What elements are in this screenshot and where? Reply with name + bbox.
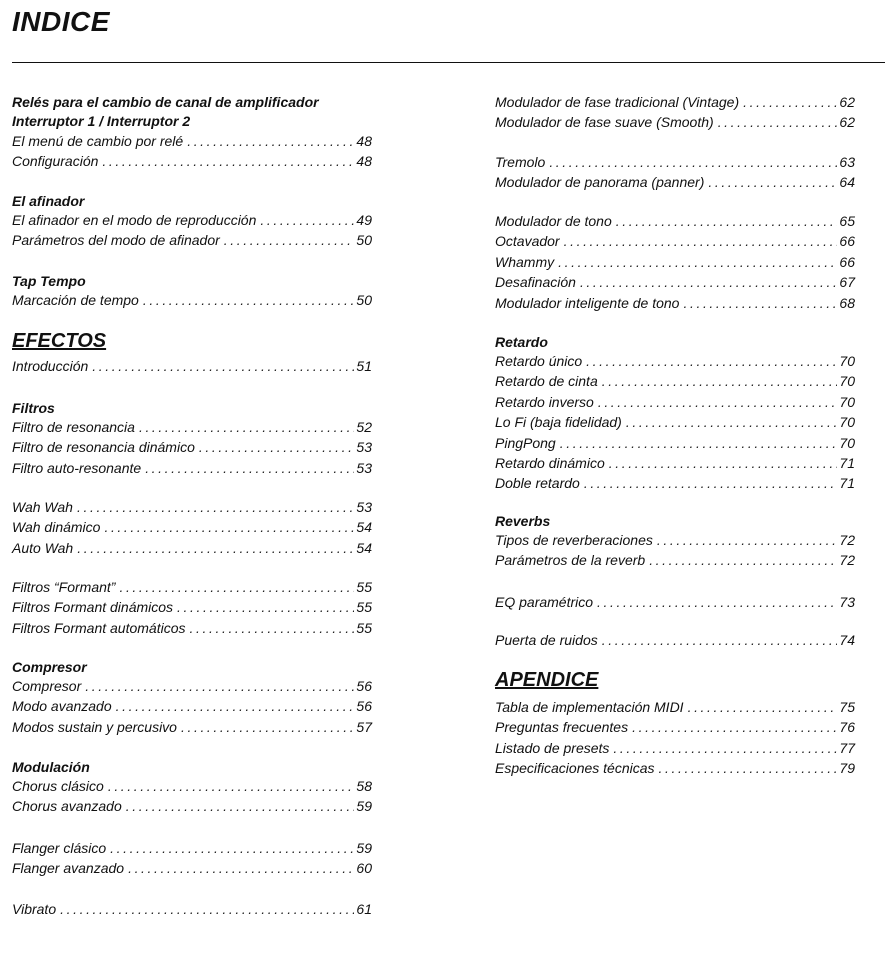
toc-entry[interactable] — [495, 472, 855, 492]
toc-entry[interactable] — [12, 229, 372, 249]
dot-leader — [586, 352, 837, 370]
toc-entry-page: 70 — [839, 353, 855, 369]
toc-entry[interactable] — [495, 91, 855, 111]
toc-entry-page: 52 — [356, 419, 372, 435]
toc-entry[interactable] — [495, 716, 855, 736]
toc-entry-label: Vibrato — [12, 901, 57, 917]
section-heading-retardo: Retardo — [495, 334, 548, 350]
dot-leader — [77, 498, 354, 516]
dot-leader — [609, 454, 838, 472]
toc-entry-label: Lo Fi (baja fidelidad) — [495, 414, 622, 431]
dot-leader — [649, 551, 837, 569]
toc-entry-label: Preguntas frecuentes — [495, 719, 629, 736]
toc-entry[interactable] — [12, 795, 372, 815]
section-heading-interruptor: Interruptor 1 / Interruptor 2 — [12, 113, 191, 129]
toc-entry[interactable] — [12, 675, 372, 695]
toc-entry[interactable] — [495, 757, 855, 777]
toc-entry[interactable] — [495, 391, 855, 411]
toc-entry-page: 53 — [356, 459, 372, 476]
dot-leader — [145, 459, 354, 477]
toc-entry-label: Doble retardo — [495, 475, 580, 492]
toc-entry[interactable] — [12, 596, 372, 616]
major-heading-efectos: EFECTOS — [12, 330, 107, 352]
toc-entry-label: Whammy — [495, 253, 555, 270]
toc-entry-label: Flanger avanzado — [12, 860, 125, 877]
section-heading-compresor: Compresor — [12, 659, 87, 675]
toc-entry[interactable] — [495, 696, 855, 716]
toc-entry-page: 62 — [839, 94, 855, 110]
toc-entry-page: 70 — [839, 414, 855, 431]
toc-entry[interactable] — [12, 436, 372, 456]
toc-entry-page: 75 — [839, 699, 855, 715]
toc-entry-label: Tremolo — [495, 154, 546, 170]
toc-entry-label: Retardo único — [495, 353, 583, 369]
toc-entry-page: 72 — [839, 532, 855, 548]
toc-entry[interactable] — [12, 289, 372, 309]
dot-leader — [659, 759, 838, 777]
toc-entry-label: El menú de cambio por relé — [12, 133, 184, 149]
toc-entry-page: 76 — [839, 719, 855, 736]
dot-leader — [181, 718, 354, 736]
dot-leader — [718, 113, 838, 131]
dot-leader — [199, 438, 355, 456]
toc-entry-page: 55 — [356, 619, 372, 636]
toc-entry-label: Compresor — [12, 678, 82, 694]
toc-entry[interactable] — [12, 416, 372, 436]
toc-entry-label: Desafinación — [495, 274, 576, 291]
toc-entry-label: Octavador — [495, 233, 560, 250]
toc-entry-page: 68 — [839, 294, 855, 311]
toc-entry[interactable] — [495, 350, 855, 370]
toc-entry-label: Filtros “Formant” — [12, 579, 116, 595]
toc-entry-page: 64 — [839, 174, 855, 191]
dot-leader — [708, 173, 837, 191]
toc-entry-label: Modulador de fase suave (Smooth) — [495, 114, 714, 131]
toc-entry[interactable] — [12, 837, 372, 857]
toc-entry[interactable] — [495, 151, 855, 171]
toc-entry-page: 61 — [356, 901, 372, 917]
dot-leader — [564, 232, 838, 250]
toc-entry-page: 56 — [356, 678, 372, 694]
toc-entry-label: Parámetros de la reverb — [495, 552, 646, 569]
toc-entry-page: 58 — [356, 778, 372, 794]
toc-entry[interactable] — [12, 209, 372, 229]
toc-entry-page: 57 — [356, 718, 372, 735]
toc-entry-page: 62 — [839, 114, 855, 131]
toc-entry-page: 77 — [839, 739, 855, 756]
toc-entry-page: 56 — [356, 698, 372, 715]
toc-entry[interactable] — [495, 171, 855, 191]
toc-entry[interactable] — [12, 576, 372, 596]
section-heading-reles: Relés para el cambio de canal de amplificador — [12, 94, 319, 110]
toc-entry-label: Retardo de cinta — [495, 373, 598, 390]
toc-entry-label: Modulador de tono — [495, 213, 612, 229]
toc-entry-page: 71 — [839, 475, 855, 492]
toc-entry[interactable] — [495, 271, 855, 291]
toc-entry-page: 49 — [356, 212, 372, 228]
toc-entry-page: 73 — [839, 594, 855, 610]
toc-entry-label: Retardo dinámico — [495, 455, 605, 471]
dot-leader — [743, 93, 837, 111]
dot-leader — [143, 291, 355, 309]
dot-leader — [560, 434, 838, 452]
toc-entry-label: Filtro de resonancia — [12, 419, 135, 435]
toc-entry-page: 59 — [356, 840, 372, 856]
toc-entry-label: Auto Wah — [12, 539, 74, 556]
toc-entry-page: 60 — [356, 860, 372, 877]
toc-entry[interactable] — [495, 549, 855, 569]
dot-leader — [190, 619, 355, 637]
dot-leader — [139, 418, 354, 436]
dot-leader — [657, 531, 838, 549]
toc-entry-page: 55 — [356, 599, 372, 616]
toc-entry[interactable] — [12, 150, 372, 170]
toc-entry-page: 54 — [356, 519, 372, 536]
toc-entry[interactable] — [495, 591, 855, 611]
toc-entry-page: 72 — [839, 552, 855, 569]
toc-entry-label: Wah Wah — [12, 499, 73, 515]
toc-entry-label: Marcación de tempo — [12, 292, 139, 308]
toc-entry-label: Puerta de ruidos — [495, 632, 598, 648]
dot-leader — [613, 739, 837, 757]
toc-entry-page: 50 — [356, 292, 372, 308]
toc-entry[interactable] — [12, 516, 372, 536]
dot-leader — [77, 539, 354, 557]
toc-entry-label: Introducción — [12, 358, 89, 374]
toc-entry-page: 71 — [839, 455, 855, 471]
dot-leader — [128, 859, 354, 877]
toc-entry-page: 65 — [839, 213, 855, 229]
toc-entry[interactable] — [12, 898, 372, 918]
toc-entry-label: Configuración — [12, 153, 99, 170]
toc-entry[interactable] — [495, 210, 855, 230]
toc-entry-label: Flanger clásico — [12, 840, 107, 856]
dot-leader — [92, 357, 354, 375]
toc-entry-page: 51 — [356, 358, 372, 374]
dot-leader — [110, 839, 354, 857]
toc-entry-page: 53 — [356, 439, 372, 456]
section-heading-tap-tempo: Tap Tempo — [12, 273, 86, 289]
toc-entry-page: 53 — [356, 499, 372, 515]
toc-entry-page: 74 — [839, 632, 855, 648]
toc-entry[interactable] — [495, 230, 855, 250]
toc-entry[interactable] — [495, 411, 855, 431]
toc-entry[interactable] — [12, 617, 372, 637]
toc-entry-label: Filtro auto-resonante — [12, 459, 142, 476]
dot-leader — [126, 797, 355, 815]
toc-entry[interactable] — [495, 737, 855, 757]
toc-entry-page: 48 — [356, 153, 372, 170]
toc-entry-label: Especificaciones técnicas — [495, 760, 655, 777]
toc-entry-label: PingPong — [495, 434, 556, 451]
toc-entry[interactable] — [495, 452, 855, 472]
toc-entry[interactable] — [12, 457, 372, 477]
toc-entry[interactable] — [12, 130, 372, 150]
toc-entry-label: EQ paramétrico — [495, 594, 594, 610]
toc-entry-label: Modo avanzado — [12, 698, 112, 715]
toc-entry-label: Modos sustain y percusivo — [12, 718, 177, 735]
toc-entry[interactable] — [495, 111, 855, 131]
dot-leader — [602, 631, 838, 649]
toc-entry-label: Parámetros del modo de afinador — [12, 232, 220, 249]
dot-leader — [558, 253, 837, 271]
toc-entry-page: 50 — [356, 232, 372, 249]
toc-entry-label: Filtros Formant dinámicos — [12, 599, 174, 616]
toc-entry-page: 63 — [839, 154, 855, 170]
toc-entry-page: 54 — [356, 539, 372, 556]
toc-entry-label: Modulador de panorama (panner) — [495, 174, 705, 191]
toc-entry-label: Retardo inverso — [495, 393, 594, 410]
toc-entry[interactable] — [495, 370, 855, 390]
toc-entry-label: El afinador en el modo de reproducción — [12, 212, 257, 228]
toc-entry[interactable] — [12, 355, 372, 375]
toc-entry-page: 59 — [356, 798, 372, 815]
toc-entry-page: 66 — [839, 233, 855, 250]
toc-entry-label: Modulador inteligente de tono — [495, 294, 680, 311]
toc-entry-page: 70 — [839, 434, 855, 451]
dot-leader — [224, 231, 355, 249]
dot-leader — [60, 900, 354, 918]
toc-entry[interactable] — [495, 292, 855, 312]
dot-leader — [602, 372, 838, 390]
page-title: INDICE — [12, 6, 110, 37]
toc-entry-page: 66 — [839, 253, 855, 270]
toc-entry[interactable] — [12, 775, 372, 795]
dot-leader — [688, 698, 838, 716]
toc-entry[interactable] — [495, 629, 855, 649]
section-heading-modulacion: Modulación — [12, 759, 90, 775]
dot-leader — [102, 152, 354, 170]
dot-leader — [598, 393, 838, 411]
toc-entry-label: Listado de presets — [495, 739, 610, 756]
dot-leader — [187, 132, 354, 150]
dot-leader — [85, 677, 354, 695]
dot-leader — [116, 697, 355, 715]
major-heading-apendice: APENDICE — [495, 669, 599, 691]
section-heading-filtros: Filtros — [12, 400, 55, 416]
dot-leader — [549, 153, 837, 171]
toc-entry[interactable] — [12, 496, 372, 516]
dot-leader — [584, 474, 838, 492]
section-heading-afinador: El afinador — [12, 193, 85, 209]
toc-entry[interactable] — [12, 716, 372, 736]
toc-entry[interactable] — [12, 695, 372, 715]
dot-leader — [632, 718, 837, 736]
toc-entry[interactable] — [12, 537, 372, 557]
dot-leader — [260, 211, 354, 229]
dot-leader — [580, 273, 837, 291]
toc-entry-label: Modulador de fase tradicional (Vintage) — [495, 94, 740, 110]
toc-entry-label: Chorus clásico — [12, 778, 104, 794]
toc-entry-page: 79 — [839, 760, 855, 777]
dot-leader — [177, 598, 354, 616]
toc-entry-label: Wah dinámico — [12, 519, 101, 536]
dot-leader — [104, 518, 354, 536]
toc-entry-page: 55 — [356, 579, 372, 595]
toc-entry[interactable] — [495, 251, 855, 271]
toc-entry-page: 67 — [839, 274, 855, 291]
toc-entry-label: Filtro de resonancia dinámico — [12, 439, 195, 456]
dot-leader — [626, 413, 838, 431]
toc-entry-label: Chorus avanzado — [12, 798, 122, 815]
dot-leader — [108, 777, 355, 795]
toc-entry[interactable] — [495, 432, 855, 452]
toc-entry-page: 70 — [839, 373, 855, 390]
title-divider — [12, 62, 885, 63]
toc-entry-label: Filtros Formant automáticos — [12, 619, 186, 636]
toc-entry-label: Tipos de reverberaciones — [495, 532, 653, 548]
toc-entry[interactable] — [495, 529, 855, 549]
dot-leader — [119, 578, 354, 596]
toc-entry-page: 48 — [356, 133, 372, 149]
dot-leader — [597, 593, 837, 611]
toc-entry-page: 70 — [839, 393, 855, 410]
section-heading-reverbs: Reverbs — [495, 513, 551, 529]
toc-entry[interactable] — [12, 857, 372, 877]
toc-entry-label: Tabla de implementación MIDI — [495, 699, 684, 715]
dot-leader — [616, 212, 838, 230]
dot-leader — [683, 294, 837, 312]
